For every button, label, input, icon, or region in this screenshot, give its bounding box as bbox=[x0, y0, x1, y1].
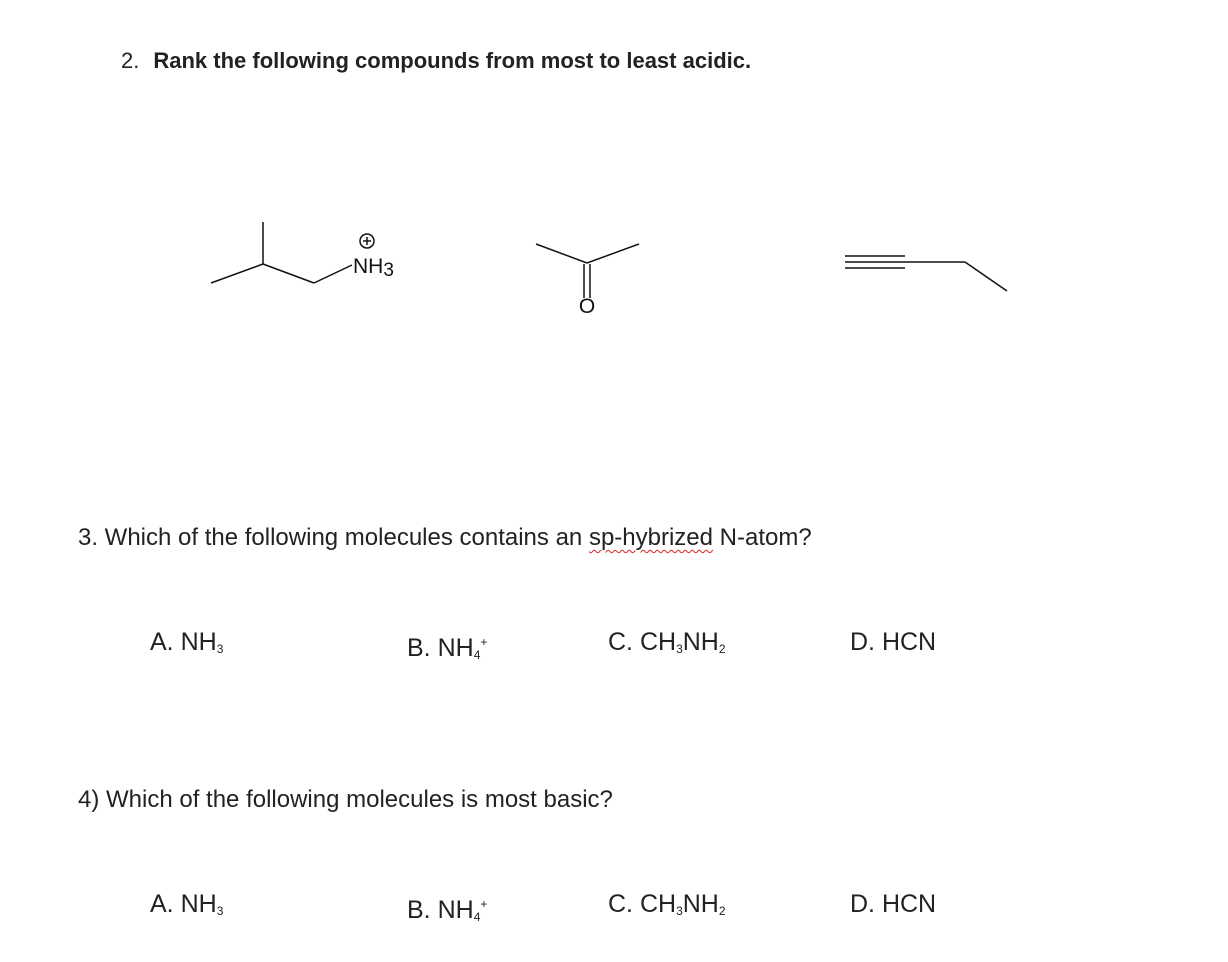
acetone-structure bbox=[536, 244, 639, 298]
question-4-option-b: B. $NH_4^+$ bbox=[407, 896, 488, 924]
question-3-option-a: A. $NH_3$ bbox=[150, 628, 224, 656]
question-3-text: 3. Which of the following molecules contains an sp-hybrized N-atom? bbox=[78, 524, 812, 551]
question-3-option-d: D. HCN bbox=[850, 628, 937, 656]
spelling-underlined-word: sp-hybrized bbox=[588, 524, 713, 551]
ketone-oxygen-label: O bbox=[578, 295, 596, 318]
question-3-option-c: C. $CH_3NH_2$ bbox=[608, 628, 726, 656]
question-2-text: Rank the following compounds from most to least acidic. bbox=[153, 48, 752, 73]
question-2-number: 2. bbox=[121, 48, 140, 73]
question-4-text: 4) Which of the following molecules is most basic? bbox=[78, 786, 613, 813]
butyne-structure bbox=[845, 256, 1007, 291]
isobutylammonium-structure bbox=[211, 222, 374, 283]
question-4-option-c: C. $CH_3NH_2$ bbox=[608, 890, 726, 918]
question-4-option-a: A. $NH_3$ bbox=[150, 890, 224, 918]
question-4-option-d: D. HCN bbox=[850, 890, 937, 918]
ammonium-label: NH3 bbox=[353, 255, 394, 281]
question-3-option-b: B. $NH_4^+$ bbox=[407, 634, 488, 662]
